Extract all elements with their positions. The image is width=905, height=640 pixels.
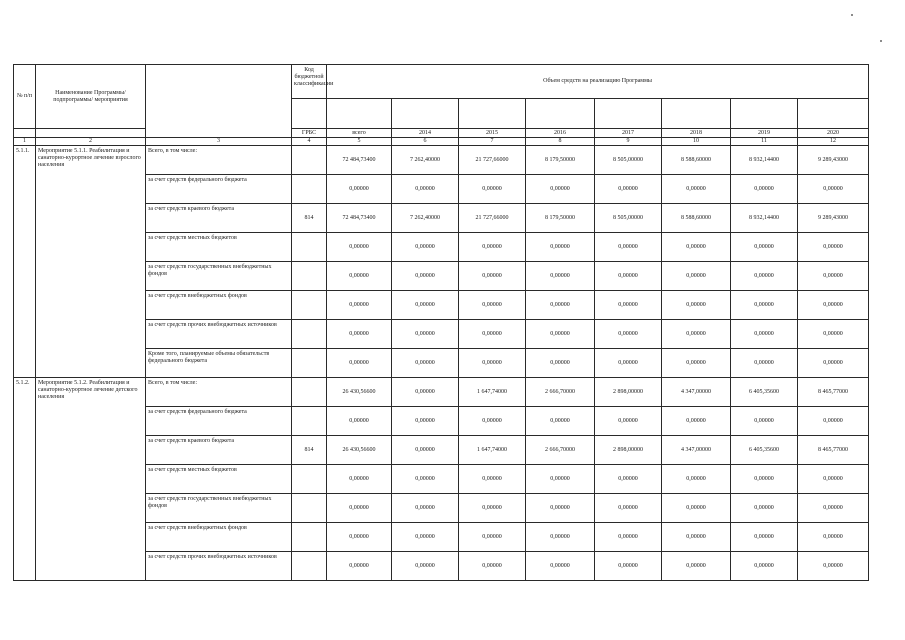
amount-cell: 2 666,70000 [526,436,595,465]
amount-cell: 8 932,14400 [731,204,798,233]
amount-cell: 0,00000 [731,175,798,204]
amount-cell: 0,00000 [731,407,798,436]
amount-cell: 0,00000 [595,552,662,581]
funding-source: за счет средств прочих внебюджетных источников [146,552,292,581]
funding-source: за счет средств краевого бюджета [146,204,292,233]
amount-cell: 0,00000 [327,494,392,523]
amount-cell: 0,00000 [459,291,526,320]
header-spacer [327,99,392,129]
amount-cell: 0,00000 [327,407,392,436]
header-spacer [798,99,869,129]
item-name: Мероприятие 5.1.2. Реабилитация и санаторно-курортное лечение детского населения [36,378,146,581]
amount-cell: 0,00000 [327,320,392,349]
index-cell: 7 [459,138,526,146]
amount-cell: 0,00000 [392,494,459,523]
grbs-code [292,233,327,262]
amount-cell: 0,00000 [392,465,459,494]
amount-cell: 0,00000 [526,291,595,320]
amount-cell: 0,00000 [662,233,731,262]
header-spacer [36,129,146,138]
amount-cell: 8 505,00000 [595,146,662,175]
amount-cell: 0,00000 [459,175,526,204]
index-cell: 11 [731,138,798,146]
year-label: 2019 [731,129,798,138]
year-label: 2016 [526,129,595,138]
grbs-code [292,291,327,320]
amount-cell: 4 347,00000 [662,378,731,407]
funding-source: за счет средств государственных внебюджетных фондов [146,262,292,291]
header-row-1 [14,65,869,99]
amount-cell: 0,00000 [662,175,731,204]
amount-cell: 9 289,43000 [798,146,869,175]
amount-cell: 0,00000 [459,320,526,349]
header-grbs: ГРБС [292,129,327,138]
data-row [14,378,869,407]
amount-cell: 0,00000 [392,291,459,320]
amount-cell: 26 430,56600 [327,436,392,465]
grbs-code [292,407,327,436]
funding-source: за счет средств федерального бюджета [146,175,292,204]
amount-cell: 0,00000 [526,349,595,378]
amount-cell: 0,00000 [526,552,595,581]
amount-cell: 0,00000 [327,349,392,378]
index-cell: 4 [292,138,327,146]
amount-cell: 0,00000 [798,523,869,552]
amount-cell: 0,00000 [526,494,595,523]
grbs-code [292,552,327,581]
amount-cell: 21 727,66000 [459,204,526,233]
amount-cell: 0,00000 [798,349,869,378]
item-name: Мероприятие 5.1.1. Реабилитация и санаторно-курортное лечение взрослого населения [36,146,146,378]
amount-cell: 8 505,00000 [595,204,662,233]
grbs-code [292,175,327,204]
header-num: № п/п [14,65,36,129]
grbs-code [292,523,327,552]
grbs-code [292,494,327,523]
amount-cell: 0,00000 [392,523,459,552]
amount-cell: 0,00000 [327,291,392,320]
index-cell: 12 [798,138,869,146]
data-row [14,146,869,175]
year-label: 2018 [662,129,731,138]
amount-cell: 0,00000 [662,494,731,523]
amount-cell: 0,00000 [798,494,869,523]
item-number: 5.1.2. [14,378,36,581]
amount-cell: 0,00000 [595,262,662,291]
header-volume: Объем средств на реализацию Программы [327,65,869,99]
amount-cell: 0,00000 [595,291,662,320]
amount-cell: 0,00000 [798,552,869,581]
amount-cell: 0,00000 [526,523,595,552]
amount-cell: 0,00000 [731,552,798,581]
funding-source: за счет средств прочих внебюджетных источников [146,320,292,349]
amount-cell: 0,00000 [662,262,731,291]
index-cell: 1 [14,138,36,146]
amount-cell: 0,00000 [731,349,798,378]
amount-cell: 0,00000 [459,523,526,552]
amount-cell: 0,00000 [798,465,869,494]
header-spacer [392,99,459,129]
index-cell: 3 [146,138,292,146]
grbs-code [292,378,327,407]
header-spacer [14,129,36,138]
amount-cell: 0,00000 [459,552,526,581]
amount-cell: 0,00000 [731,494,798,523]
header-row-3 [14,129,869,138]
index-cell: 9 [595,138,662,146]
amount-cell: 0,00000 [595,523,662,552]
amount-cell: 0,00000 [662,552,731,581]
amount-cell: 0,00000 [798,291,869,320]
amount-cell: 0,00000 [526,175,595,204]
amount-cell: 0,00000 [595,494,662,523]
funding-source: Всего, в том числе: [146,378,292,407]
scan-speck [851,14,853,16]
amount-cell: 0,00000 [459,465,526,494]
grbs-code [292,262,327,291]
year-label: 2014 [392,129,459,138]
amount-cell: 0,00000 [327,262,392,291]
amount-cell: 72 484,73400 [327,146,392,175]
amount-cell: 72 484,73400 [327,204,392,233]
index-cell: 5 [327,138,392,146]
amount-cell: 26 430,56600 [327,378,392,407]
amount-cell: 1 647,74000 [459,378,526,407]
amount-cell: 0,00000 [392,378,459,407]
funding-source: Кроме того, планируемые объемы обязательств федерального бюджета [146,349,292,378]
amount-cell: 0,00000 [595,175,662,204]
funding-source: за счет средств федерального бюджета [146,407,292,436]
amount-cell: 8 179,50000 [526,204,595,233]
funding-source: за счет средств местных бюджетов [146,233,292,262]
amount-cell: 0,00000 [392,407,459,436]
amount-cell: 0,00000 [595,320,662,349]
budget-table [13,64,869,581]
amount-cell: 8 588,60000 [662,204,731,233]
amount-cell: 8 179,50000 [526,146,595,175]
header-spacer [731,99,798,129]
amount-cell: 2 898,00000 [595,378,662,407]
year-label: 2020 [798,129,869,138]
header-spacer [459,99,526,129]
amount-cell: 0,00000 [392,349,459,378]
funding-source: за счет средств внебюджетных фондов [146,291,292,320]
amount-cell: 8 465,77000 [798,436,869,465]
amount-cell: 0,00000 [526,320,595,349]
header-code: Код бюджетной классификации [292,65,327,99]
amount-cell: 0,00000 [327,552,392,581]
amount-cell: 0,00000 [595,465,662,494]
amount-cell: 6 405,35600 [731,436,798,465]
index-cell: 8 [526,138,595,146]
amount-cell: 7 262,40000 [392,146,459,175]
amount-cell: 9 289,43000 [798,204,869,233]
amount-cell: 0,00000 [662,465,731,494]
amount-cell: 0,00000 [526,233,595,262]
amount-cell: 0,00000 [327,233,392,262]
year-label: 2017 [595,129,662,138]
amount-cell: 0,00000 [327,175,392,204]
grbs-code: 814 [292,436,327,465]
amount-cell: 0,00000 [595,407,662,436]
amount-cell: 21 727,66000 [459,146,526,175]
amount-cell: 0,00000 [526,465,595,494]
amount-cell: 8 465,77000 [798,378,869,407]
amount-cell: 0,00000 [392,436,459,465]
amount-cell: 0,00000 [731,291,798,320]
index-cell: 6 [392,138,459,146]
item-number: 5.1.1. [14,146,36,378]
funding-source: за счет средств местных бюджетов [146,465,292,494]
funding-source: за счет средств краевого бюджета [146,436,292,465]
amount-cell: 0,00000 [798,233,869,262]
amount-cell: 0,00000 [459,262,526,291]
funding-source: за счет средств внебюджетных фондов [146,523,292,552]
scan-speck [880,40,882,42]
amount-cell: 0,00000 [731,233,798,262]
amount-cell: 0,00000 [459,407,526,436]
amount-cell: 0,00000 [662,523,731,552]
amount-cell: 0,00000 [662,320,731,349]
amount-cell: 6 405,35600 [731,378,798,407]
header-spacer [595,99,662,129]
grbs-code [292,320,327,349]
header-spacer [662,99,731,129]
amount-cell: 0,00000 [798,175,869,204]
header-name: Наименование Программы/ подпрограммы/ мероприятия [36,65,146,129]
amount-cell: 2 666,70000 [526,378,595,407]
grbs-code [292,349,327,378]
header-spacer [292,99,327,129]
grbs-code: 814 [292,204,327,233]
index-cell: 2 [36,138,146,146]
amount-cell: 0,00000 [392,175,459,204]
amount-cell: 0,00000 [526,407,595,436]
amount-cell: 0,00000 [662,349,731,378]
amount-cell: 8 932,14400 [731,146,798,175]
header-blank [146,65,292,138]
amount-cell: 0,00000 [595,349,662,378]
index-cell: 10 [662,138,731,146]
year-label: всего [327,129,392,138]
amount-cell: 4 347,00000 [662,436,731,465]
amount-cell: 0,00000 [392,262,459,291]
amount-cell: 0,00000 [392,552,459,581]
amount-cell: 0,00000 [327,465,392,494]
amount-cell: 0,00000 [459,494,526,523]
amount-cell: 0,00000 [662,407,731,436]
amount-cell: 0,00000 [731,262,798,291]
amount-cell: 0,00000 [798,407,869,436]
amount-cell: 0,00000 [731,320,798,349]
amount-cell: 0,00000 [731,523,798,552]
header-spacer [526,99,595,129]
grbs-code [292,465,327,494]
amount-cell: 0,00000 [459,233,526,262]
index-row [14,138,869,146]
amount-cell: 0,00000 [798,320,869,349]
amount-cell: 0,00000 [595,233,662,262]
amount-cell: 8 588,60000 [662,146,731,175]
funding-source: за счет средств государственных внебюджетных фондов [146,494,292,523]
amount-cell: 7 262,40000 [392,204,459,233]
amount-cell: 0,00000 [662,291,731,320]
amount-cell: 0,00000 [392,233,459,262]
funding-source: Всего, в том числе: [146,146,292,175]
amount-cell: 2 898,00000 [595,436,662,465]
amount-cell: 0,00000 [526,262,595,291]
year-label: 2015 [459,129,526,138]
amount-cell: 0,00000 [731,465,798,494]
amount-cell: 0,00000 [798,262,869,291]
grbs-code [292,146,327,175]
amount-cell: 0,00000 [327,523,392,552]
amount-cell: 0,00000 [459,349,526,378]
amount-cell: 0,00000 [392,320,459,349]
amount-cell: 1 647,74000 [459,436,526,465]
